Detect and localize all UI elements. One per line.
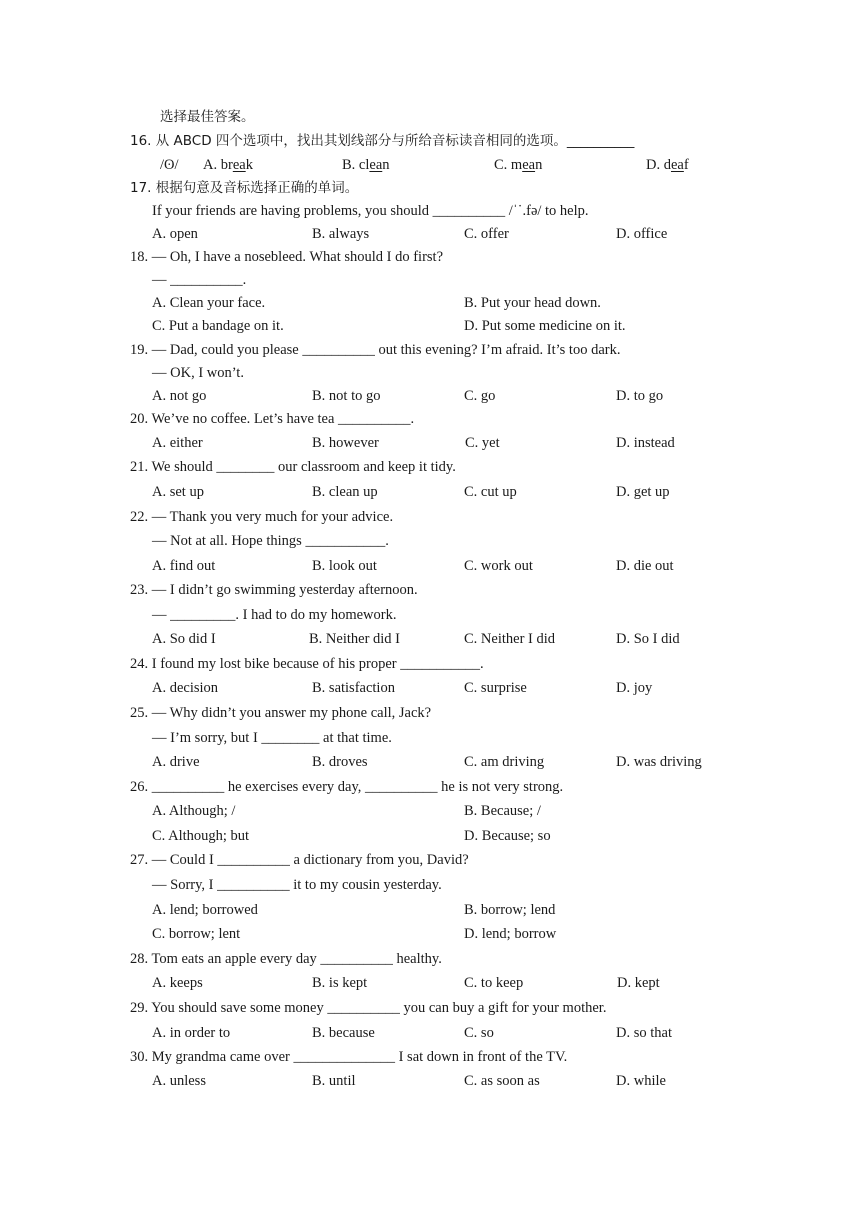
question-24-option-c[interactable]: C. surprise bbox=[464, 680, 527, 696]
question-20-option-b[interactable]: B. however bbox=[312, 435, 379, 451]
question-26-option-d[interactable]: D. Because; so bbox=[464, 828, 551, 844]
question-22-response: — Not at all. Hope things ___________. bbox=[152, 533, 389, 549]
question-30-option-d[interactable]: D. while bbox=[616, 1073, 666, 1089]
question-19-option-b[interactable]: B. not to go bbox=[312, 388, 381, 404]
question-25-option-d[interactable]: D. was driving bbox=[616, 754, 702, 770]
question-18-option-b[interactable]: B. Put your head down. bbox=[464, 295, 601, 311]
question-16-option-b[interactable]: B. clean bbox=[342, 157, 390, 173]
question-16-option-a[interactable]: A. break bbox=[203, 157, 253, 173]
question-30-option-b[interactable]: B. until bbox=[312, 1073, 356, 1089]
question-30-stem: 30. My grandma came over ______________ I sat down in front of the TV. bbox=[130, 1049, 568, 1065]
question-29-option-c[interactable]: C. so bbox=[464, 1025, 494, 1041]
question-17-option-c[interactable]: C. offer bbox=[464, 226, 509, 242]
question-23-option-b[interactable]: B. Neither did I bbox=[309, 631, 401, 647]
question-17-sentence: If your friends are having problems, you should __________ /ˈ˙.fə/ to help. bbox=[152, 203, 589, 219]
question-30-option-a[interactable]: A. unless bbox=[152, 1073, 206, 1089]
question-29-stem: 29. You should save some money __________ you can buy a gift for your mother. bbox=[130, 1000, 607, 1016]
question-20-option-d[interactable]: D. instead bbox=[616, 435, 675, 451]
section-instruction: 选择最佳答案。 bbox=[160, 109, 255, 125]
question-28-option-a[interactable]: A. keeps bbox=[152, 975, 203, 991]
question-29-option-a[interactable]: A. in order to bbox=[152, 1025, 231, 1041]
question-20-option-a[interactable]: A. either bbox=[152, 435, 203, 451]
question-29-option-b[interactable]: B. because bbox=[312, 1025, 375, 1041]
question-16-option-c[interactable]: C. mean bbox=[494, 157, 543, 173]
question-21-option-a[interactable]: A. set up bbox=[152, 484, 204, 500]
question-22-option-c[interactable]: C. work out bbox=[464, 558, 533, 574]
question-20-option-c[interactable]: C. yet bbox=[465, 435, 500, 451]
question-25-option-b[interactable]: B. droves bbox=[312, 754, 368, 770]
question-21-option-d[interactable]: D. get up bbox=[616, 484, 670, 500]
question-27-option-c[interactable]: C. borrow; lent bbox=[152, 926, 241, 942]
question-27-option-a[interactable]: A. lend; borrowed bbox=[152, 902, 258, 918]
question-18-stem: 18. — Oh, I have a nosebleed. What should I do first? bbox=[130, 249, 444, 265]
question-28-option-d[interactable]: D. kept bbox=[617, 975, 660, 991]
question-26-stem: 26. __________ he exercises every day, __________ he is not very strong. bbox=[130, 779, 564, 795]
question-27-stem: 27. — Could I __________ a dictionary from you, David? bbox=[130, 852, 469, 868]
question-16-stem: 16. 从 ABCD 四个选项中，找出其划线部分与所给音标读音相同的选项。__________ bbox=[130, 133, 635, 149]
question-23-stem: 23. — I didn’t go swimming yesterday afternoon. bbox=[130, 582, 418, 598]
question-16-option-d[interactable]: D. deaf bbox=[646, 157, 689, 173]
question-20-stem: 20. We’ve no coffee. Let’s have tea __________. bbox=[130, 411, 415, 427]
question-28-stem: 28. Tom eats an apple every day __________ healthy. bbox=[130, 951, 442, 967]
question-16-phonetic: /ʘ/ bbox=[160, 157, 179, 173]
question-19-response: — OK, I won’t. bbox=[152, 365, 244, 381]
question-27-response: — Sorry, I __________ it to my cousin yesterday. bbox=[152, 877, 442, 893]
question-18-response: — __________. bbox=[152, 272, 247, 288]
question-19-option-c[interactable]: C. go bbox=[464, 388, 496, 404]
question-21-option-b[interactable]: B. clean up bbox=[312, 484, 378, 500]
question-30-option-c[interactable]: C. as soon as bbox=[464, 1073, 540, 1089]
question-17-stem: 17. 根据句意及音标选择正确的单词。 bbox=[130, 180, 359, 196]
question-25-response: — I’m sorry, but I ________ at that time. bbox=[152, 730, 392, 746]
question-24-option-b[interactable]: B. satisfaction bbox=[312, 680, 395, 696]
question-21-stem: 21. We should ________ our classroom and keep it tidy. bbox=[130, 459, 456, 475]
question-23-option-c[interactable]: C. Neither I did bbox=[464, 631, 556, 647]
question-23-option-a[interactable]: A. So did I bbox=[152, 631, 216, 647]
question-22-option-a[interactable]: A. find out bbox=[152, 558, 216, 574]
question-22-option-d[interactable]: D. die out bbox=[616, 558, 674, 574]
question-24-option-a[interactable]: A. decision bbox=[152, 680, 219, 696]
question-25-option-c[interactable]: C. am driving bbox=[464, 754, 545, 770]
question-19-option-d[interactable]: D. to go bbox=[616, 388, 664, 404]
question-26-option-b[interactable]: B. Because; / bbox=[464, 803, 541, 819]
question-22-option-b[interactable]: B. look out bbox=[312, 558, 377, 574]
question-26-option-a[interactable]: A. Although; / bbox=[152, 803, 236, 819]
question-23-response: — _________. I had to do my homework. bbox=[152, 607, 397, 623]
question-19-stem: 19. — Dad, could you please __________ out this evening? I’m afraid. It’s too dark. bbox=[130, 342, 621, 358]
question-28-option-c[interactable]: C. to keep bbox=[464, 975, 524, 991]
question-24-option-d[interactable]: D. joy bbox=[616, 680, 653, 696]
question-28-option-b[interactable]: B. is kept bbox=[312, 975, 368, 991]
question-29-option-d[interactable]: D. so that bbox=[616, 1025, 672, 1041]
question-25-option-a[interactable]: A. drive bbox=[152, 754, 200, 770]
question-17-option-b[interactable]: B. always bbox=[312, 226, 370, 242]
question-26-option-c[interactable]: C. Although; but bbox=[152, 828, 250, 844]
question-17-option-d[interactable]: D. office bbox=[616, 226, 668, 242]
question-22-stem: 22. — Thank you very much for your advice. bbox=[130, 509, 394, 525]
question-25-stem: 25. — Why didn’t you answer my phone call, Jack? bbox=[130, 705, 432, 721]
question-18-option-c[interactable]: C. Put a bandage on it. bbox=[152, 318, 284, 334]
question-27-option-b[interactable]: B. borrow; lend bbox=[464, 902, 556, 918]
question-24-stem: 24. I found my lost bike because of his proper ___________. bbox=[130, 656, 484, 672]
question-18-option-d[interactable]: D. Put some medicine on it. bbox=[464, 318, 626, 334]
question-27-option-d[interactable]: D. lend; borrow bbox=[464, 926, 557, 942]
question-17-option-a[interactable]: A. open bbox=[152, 226, 198, 242]
question-21-option-c[interactable]: C. cut up bbox=[464, 484, 517, 500]
question-18-option-a[interactable]: A. Clean your face. bbox=[152, 295, 266, 311]
question-19-option-a[interactable]: A. not go bbox=[152, 388, 207, 404]
question-23-option-d[interactable]: D. So I did bbox=[616, 631, 680, 647]
